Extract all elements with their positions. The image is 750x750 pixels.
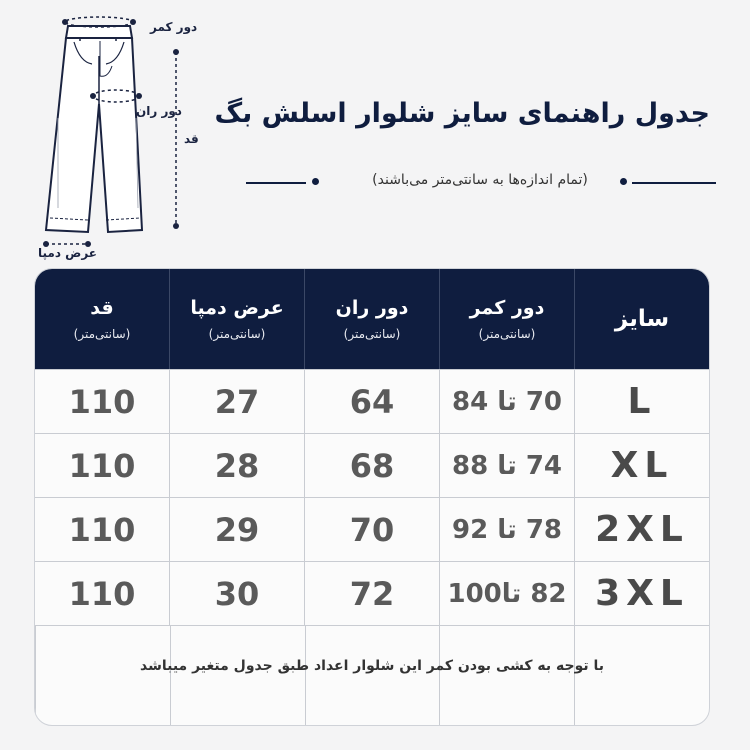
divider-dot-right [620,178,627,185]
cell-size: 3XL [574,562,709,625]
footnote: با توجه به کشی بودن کمر این شلوار اعداد طبق جدول متغیر میباشد [140,658,604,674]
table-footer-row [35,625,709,726]
pants-icon [20,8,210,263]
thigh-label: دور ران [136,104,182,118]
divider-right [632,182,716,184]
footer-cell [574,626,709,726]
length-label: قد [184,132,199,146]
cell-length: 110 [68,574,136,613]
subtitle-row [246,168,716,196]
column-header-size: سایز [574,269,709,369]
cell-thigh: 72 [304,562,439,625]
cell-size: XL [574,434,709,497]
divider-left [246,182,306,184]
cell-waist: 78 تا 92 [439,498,574,561]
cell-thigh: 64 [304,370,439,433]
subtitle: (تمام اندازه‌ها به سانتی‌متر می‌باشند) [372,172,588,188]
waist-label: دور کمر [150,20,198,34]
cell-length: 110 [68,446,136,485]
cell-hem: 27 [169,370,304,433]
column-header-waist: دور کمر (سانتی‌متر) [439,269,574,369]
column-header-thigh: دور ران (سانتی‌متر) [304,269,439,369]
cell-waist: 82 تا100 [439,562,574,625]
cell-thigh: 70 [304,498,439,561]
size-table [34,268,710,726]
hem-label: عرض دمپا [38,246,97,260]
table-row [35,497,709,561]
cell-hem: 30 [169,562,304,625]
table-row [35,369,709,433]
cell-waist: 70 تا 84 [439,370,574,433]
page-title: جدول راهنمای سایز شلوار اسلش بگ [214,98,710,129]
footer-cell [439,626,574,726]
column-header-length: قد (سانتی‌متر) [73,297,131,341]
table-row [35,561,709,625]
cell-length: 110 [68,382,136,421]
table-row [35,433,709,497]
divider-dot-left [312,178,319,185]
cell-size: 2XL [574,498,709,561]
footer-cell [35,626,170,726]
cell-waist: 74 تا 88 [439,434,574,497]
pants-measurement-diagram [20,8,210,263]
cell-thigh: 68 [304,434,439,497]
table-header [35,269,709,369]
cell-length: 110 [68,510,136,549]
footer-cell [170,626,305,726]
cell-hem: 28 [169,434,304,497]
column-header-hem: عرض دمپا (سانتی‌متر) [169,269,304,369]
cell-hem: 29 [169,498,304,561]
cell-size: L [574,370,709,433]
footer-cell [305,626,440,726]
